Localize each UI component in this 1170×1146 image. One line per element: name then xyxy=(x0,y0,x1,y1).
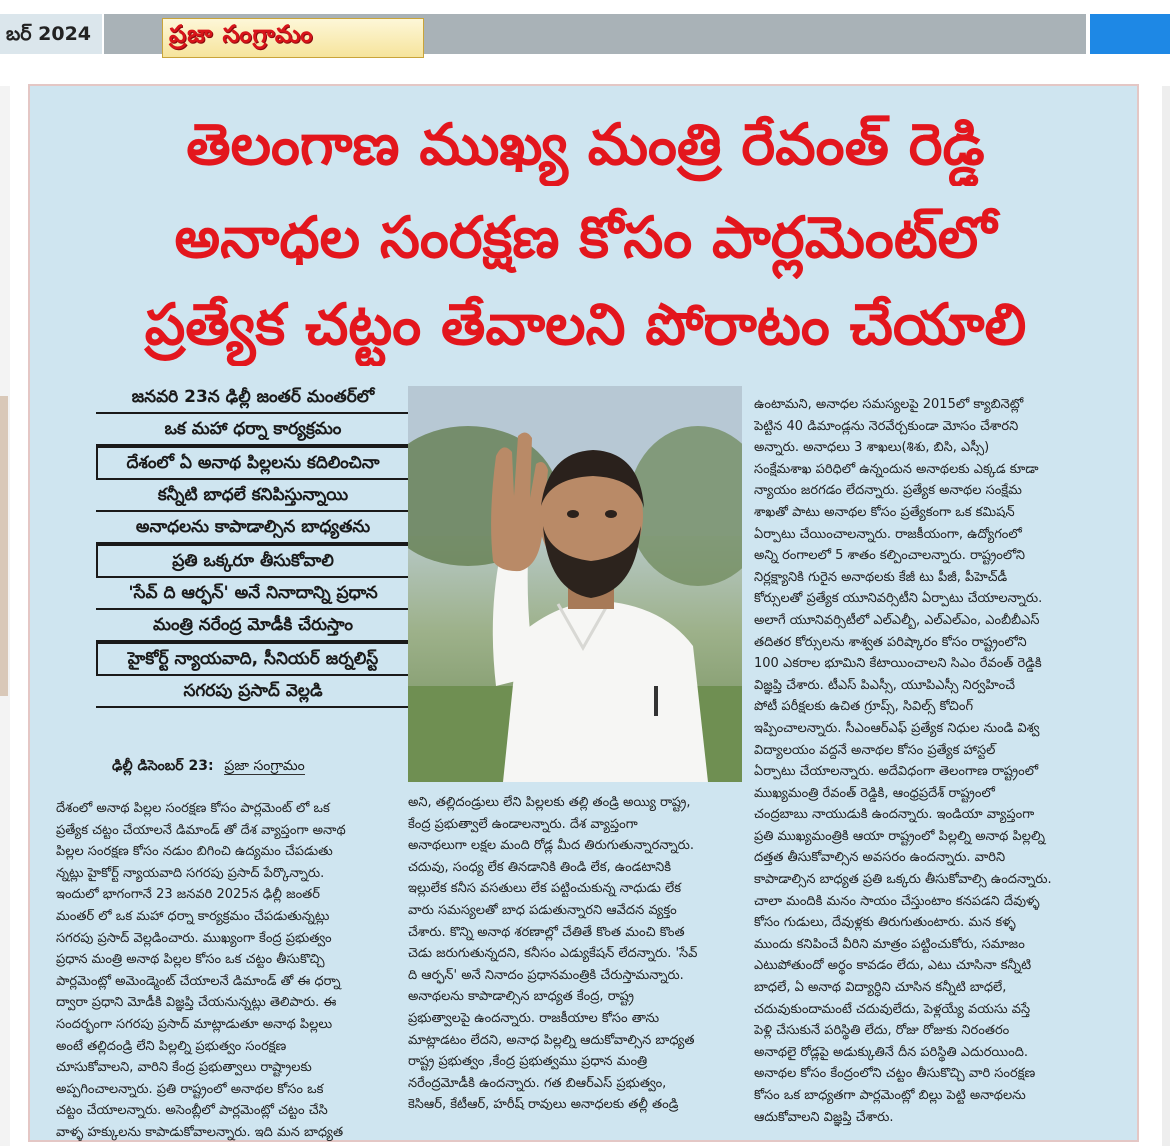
body-text-line: ప్రతి ముఖ్యమంత్రికి ఆయా రాష్ట్రంలో పిల్లల్ని అనాథ పిల్లల్ని xyxy=(754,828,1045,844)
body-text-line: తదితర కోర్సులను శాశ్వత పరిష్కారం కోసం రాష్ట్రంలోని xyxy=(754,634,1027,650)
body-text-line: సగరపు ప్రసాద్ వెల్లడించారు. ముఖ్యంగా కేంద్ర ప్రభుత్వం xyxy=(56,930,332,946)
body-text-line: సందర్భంగా సగరపు ప్రసాద్ మాట్లాడుతూ అనాథ పిల్లలు xyxy=(56,1016,333,1032)
body-text-line: చాలా మందికి మనం సాయం చేస్తుంటాం కనపడని దేవుళ్ళ xyxy=(754,893,1040,909)
body-column-middle xyxy=(408,792,742,1116)
body-text-line: చదువుకుందామంటే చదువులేదు, పెళ్లయ్యే వయసు వస్తే xyxy=(754,1001,1031,1017)
body-text-line: అన్ని రంగాలలో 5 శాతం కల్పించాలన్నారు. రాష్ట్రంలోని xyxy=(754,548,1026,564)
body-text-line: పిల్లల సంరక్షణ కోసం నడుం బిగించి ఉద్యమం చేపడుతు xyxy=(56,844,333,860)
highlight-line: ప్రతి ఒక్కరూ తీసుకోవాలి xyxy=(96,544,410,578)
headline-line-1: తెలంగాణ ముఖ్య మంత్రి రేవంత్ రెడ్డి xyxy=(186,112,985,178)
right-page-edge xyxy=(1162,86,1170,1146)
body-text-line: ప్రభుత్వాలపై ఉందన్నారు. రాజకీయాల కోసం తాను xyxy=(408,1010,660,1026)
body-text-line: చెడు జరుగుతున్నదని, కనీసం ఎడ్యుకేషన్ లేదన్నారు. 'సేవ్ xyxy=(408,946,698,962)
body-text-line: కోర్సులతో ప్రత్యేక యూనివర్సిటీని ఏర్పాటు చేయాలన్నారు. xyxy=(754,591,1043,607)
highlight-line: అనాధలను కాపాడాల్సిన బాధ్యతను xyxy=(96,512,410,544)
body-text-line: ఇప్పించాలన్నారు. సీఎంఆర్ఎఫ్ ప్రత్యేక నిధుల నుండి విశ్వ xyxy=(754,720,1040,736)
body-text-line: వారు సమస్యలతో బాధ పడుతున్నారని ఆవేదన వ్యక్తం xyxy=(408,902,677,918)
body-text-line: కోసం ఒక బాధ్యతగా పార్లమెంట్లో బిల్లు పెట్టి అనాథలను xyxy=(754,1088,1026,1103)
body-text-line: ప్రధాన మంత్రి అనాథ పిల్లల కోసం ఒక చట్టం తీసుకొచ్చి xyxy=(56,952,325,968)
body-text-line: ఎటుపోతుందో అర్థం కావడం లేదు, ఎటు చూసినా కన్నీటి xyxy=(754,958,1032,974)
highlight-line: దేశంలో ఏ అనాథ పిల్లలను కదిలించినా xyxy=(96,446,410,480)
body-text-line: అలాగే యూనివర్సిటీలో ఎల్ఎల్బీ, ఎల్ఎల్ఎం, ఎంబీబీఎస్ xyxy=(754,612,1040,628)
body-text-line: శాఖతో పాటు అనాథల కోసం ప్రత్యేకంగా ఒక కమిషన్ xyxy=(754,504,1015,520)
body-text-line: వాళ్ళ హక్కులను కాపాడుకోవాలన్నారు. ఇది మన బాధ్యత xyxy=(56,1124,344,1140)
body-text-line: విద్యాలయం వద్దనే అనాథల కోసం ప్రత్యేక హాస్టల్ xyxy=(754,742,996,758)
body-text-line: ది ఆర్ఫన్' అనే నినాదం ప్రధానమంత్రికి చేరుస్తామన్నారు. xyxy=(408,967,684,983)
highlight-line: 'సేవ్ ది ఆర్ఫన్' అనే నినాదాన్ని ప్రధాన xyxy=(96,578,410,610)
body-text-line: బాధలే, ఏ అనాథ విద్యార్ధిని చూసిన కన్నీటి బాధలే, xyxy=(754,980,1007,996)
body-text-line: చంద్రబాబు నాయుడుకి ఉందన్నారు. ఇండియా వ్యాప్తంగా xyxy=(754,807,1035,823)
masthead-logo xyxy=(162,18,424,58)
portrait-illustration xyxy=(408,386,742,782)
body-text-line: ముందు కనిపించే వీరిని మాత్రం పట్టించుకోరు, సమాజం xyxy=(754,936,1025,952)
body-text-line: పోటీ పరీక్షలకు ఉచిత గ్రూప్స్, సివిల్స్ కోచింగ్ xyxy=(754,699,974,715)
body-text-line: అని, తల్లిదండ్రులు లేని పిల్లలకు తల్లి తండ్రి అయ్యి రాష్ట్ర, xyxy=(408,795,691,810)
highlight-line: హైకోర్ట్ న్యాయవాది, సీనియర్ జర్నలిస్ట్ xyxy=(96,642,410,676)
body-text-line: కేంద్ర ప్రభుత్వాలే ఉండాలన్నారు. దేశ వ్యాప్తంగా xyxy=(408,816,638,832)
highlight-line: ఒక మహా ధర్నా కార్యక్రమం xyxy=(96,414,410,446)
body-text-line: పెళ్లి చేసుకునే పరిస్థితి లేదు, రోజు రోజుకు నిరంతరం xyxy=(754,1023,1010,1039)
body-text-line: ఆదుకోవాలని విజ్ఞప్తి చేశారు. xyxy=(754,1109,894,1125)
body-column-right xyxy=(754,394,1116,1128)
body-text-line: 100 ఎకరాల భూమిని కేటాయించాలని సిఎం రేవంత్ రెడ్డికి xyxy=(754,656,1042,672)
body-text-line: ఏర్పాటు చేయాలన్నారు. అదేవిధంగా తెలంగాణ రాష్ట్రంలో xyxy=(754,764,1039,780)
body-text-line: రాష్ట్ర ప్రభుత్వం ,కేంద్ర ప్రభుత్వము ప్రధాన మంత్రి xyxy=(408,1054,648,1070)
body-text-line: దేశంలో అనాథ పిల్లల సంరక్షణ కోసం పార్లమెంట్ లో ఒక xyxy=(56,801,330,816)
body-text-line: ముఖ్యమంత్రి రేవంత్ రెడ్డికి, ఆంధ్రప్రదేశ్ రాష్ట్రంలో xyxy=(754,785,995,801)
dateline-source: ప్రజా సంగ్రామం xyxy=(224,758,305,774)
headline-line-3: ప్రత్యేక చట్టం తేవాలని పోరాటం చేయాలి xyxy=(144,292,1027,358)
body-text-line: ఉంటామని, అనాధల సమస్యలపై 2015లో క్యాబినెట్లో xyxy=(754,397,1024,412)
body-text-line: సంక్షేమశాఖ పరిధిలో ఉన్నందున అనాథలకు ఎక్కడ కూడా xyxy=(754,461,1039,477)
body-column-left xyxy=(56,798,400,1144)
body-text-line: ఇందులో భాగంగానే 23 జనవరి 2025న ఢిల్లీ జంతర్ xyxy=(56,887,320,903)
body-text-line: ప్రత్యేక చట్టం చేయాలనే డిమాండ్ తో దేశ వ్యాప్తంగా అనాథ xyxy=(56,822,346,838)
body-text-line: విజ్ఞప్తి చేశారు. టీఎస్ పిఎస్సీ, యూపిఎస్సీ నిర్వహించే xyxy=(754,677,1016,693)
body-text-line: అనాథలై రోడ్లపై అడుక్కుతినే దీన పరిస్థితి ఎదురయింది. xyxy=(754,1044,1029,1060)
body-text-line: చూసుకోవాలని, వారిని కేంద్ర ప్రభుత్వాలు రాష్ట్రాలకు xyxy=(56,1060,312,1076)
left-edge-photo xyxy=(0,396,8,696)
body-text-line: దత్తత తీసుకోవాల్సిన అవసరం ఉందన్నారు. వారిని xyxy=(754,850,1006,866)
masthead-title: ప్రజా సంగ్రామం xyxy=(169,20,314,48)
dateline-place: ఢిల్లీ డిసెంబర్ 23: xyxy=(112,758,214,774)
body-text-line: ద్వారా ప్రధాని మోడీకి విజ్ఞప్తి చేయనున్నట్లు తెలిపారు. ఈ xyxy=(56,995,337,1011)
body-text-line: కెసిఆర్, కేటీఆర్, హరీష్ రావులు అనాధలకు తల్లీ తండ్రి xyxy=(408,1097,679,1113)
body-text-line: మాట్లాడటం లేదని, అనాధ పిల్లల్ని ఆదుకోవాల్సిన బాధ్యత xyxy=(408,1032,695,1048)
body-text-line: ఏర్పాటు చేయించాలన్నారు. రాజకీయంగా, ఉద్యోగంలో xyxy=(754,526,1022,542)
body-text-line: కోసం గుడులు, దేవుళ్లకు తిరుగుతుంటారు. మన కళ్ళ xyxy=(754,915,1016,931)
body-text-line: అన్నారు. అనాధలు 3 శాఖలు(శిశు, బిసి, ఎస్సీ) xyxy=(754,440,990,456)
body-text-line: అనాథల కోసం కేంద్రంలోని చట్టం తీసుకొచ్చి వారి సంరక్షణ xyxy=(754,1066,1036,1082)
highlight-line: జనవరి 23న ఢిల్లీ జంతర్ మంతర్‌లో xyxy=(96,382,410,414)
article-panel xyxy=(28,84,1139,1142)
body-text-line: చేశారు. కొన్ని అనాథ శరణాల్లో చేతితే కొంత మంచి కొంత xyxy=(408,924,685,940)
body-text-line: కాపాడాల్సిన బాధ్యత ప్రతి ఒక్కరు తీసుకోవాల్సి ఉందన్నారు. xyxy=(754,872,1052,888)
highlight-line: మంత్రి నరేంద్ర మోడీకి చేరుస్తాం xyxy=(96,610,410,642)
highlight-line: కన్నీటి బాధలే కనిపిస్తున్నాయి xyxy=(96,480,410,512)
top-strip xyxy=(0,0,1170,62)
body-text-line: పెట్టిన 40 డిమాండ్లను నెరవేర్చకుండా మోసం చేశారని xyxy=(754,418,1019,434)
date-label: బర్ 2024 xyxy=(0,14,102,54)
body-text-line: అంటే తల్లిదండ్రి లేని పిల్లల్ని ప్రభుత్వం సంరక్షణ xyxy=(56,1038,287,1054)
header-blue-bar xyxy=(1090,14,1170,54)
body-text-line: అప్పగించాలన్నారు. ప్రతి రాష్ట్రంలో అనాథల కోసం ఒక xyxy=(56,1081,324,1097)
body-text-line: అనాథలుగా లక్షల మంది రోడ్ల మీద తిరుగుతున్నారన్నారు. xyxy=(408,838,694,854)
dateline xyxy=(112,758,305,777)
highlights-box xyxy=(88,382,418,708)
body-text-line: అనాథలను కాపాడాల్సిన బాధ్యత కేంద్ర, రాష్ట్ర xyxy=(408,989,635,1005)
body-text-line: పార్లమెంట్లో అమెండ్మెంట్ చేయాలనే డిమాండ్ తో ఈ ధర్నా xyxy=(56,973,341,989)
body-text-line: నరేంద్రమోడీకి ఉందన్నారు. గత బిఆర్ఎస్ ప్రభుత్వం, xyxy=(408,1075,667,1091)
body-text-line: నిర్లక్ష్యానికి గురైన అనాథలకు కేజీ టు పీజీ, పీహెచ్‌డీ xyxy=(754,569,1008,585)
body-text-line: న్యాయం జరగడం లేదన్నారు. ప్రత్యేక అనాథల సంక్షేమ xyxy=(754,483,1022,499)
body-text-line: మంతర్ లో ఒక మహా ధర్నా కార్యక్రమం చేపడుతున్నట్లు xyxy=(56,908,330,924)
body-text-line: చదువు, సంధ్య లేక తినడానికి తిండి లేక, ఉండటానికి xyxy=(408,859,672,875)
article-photo xyxy=(408,386,742,782)
highlight-line: సగరపు ప్రసాద్ వెల్లడి xyxy=(96,676,410,708)
body-text-line: చట్టం చేయాలన్నారు. అసెంబ్లీలో పార్లమెంట్లో చట్టం చేసి xyxy=(56,1103,328,1119)
body-text-line: న్నట్లు హైకోర్ట్ న్యాయవాది సగరపు ప్రసాద్ పేర్కొన్నారు. xyxy=(56,865,325,881)
body-text-line: ఇల్లులేక కనీస వసతులు లేక పట్టించుకున్న నాధుడు లేక xyxy=(408,881,682,897)
headline-line-2: అనాధల సంరక్షణ కోసం పార్లమెంట్‌లో xyxy=(174,205,997,271)
